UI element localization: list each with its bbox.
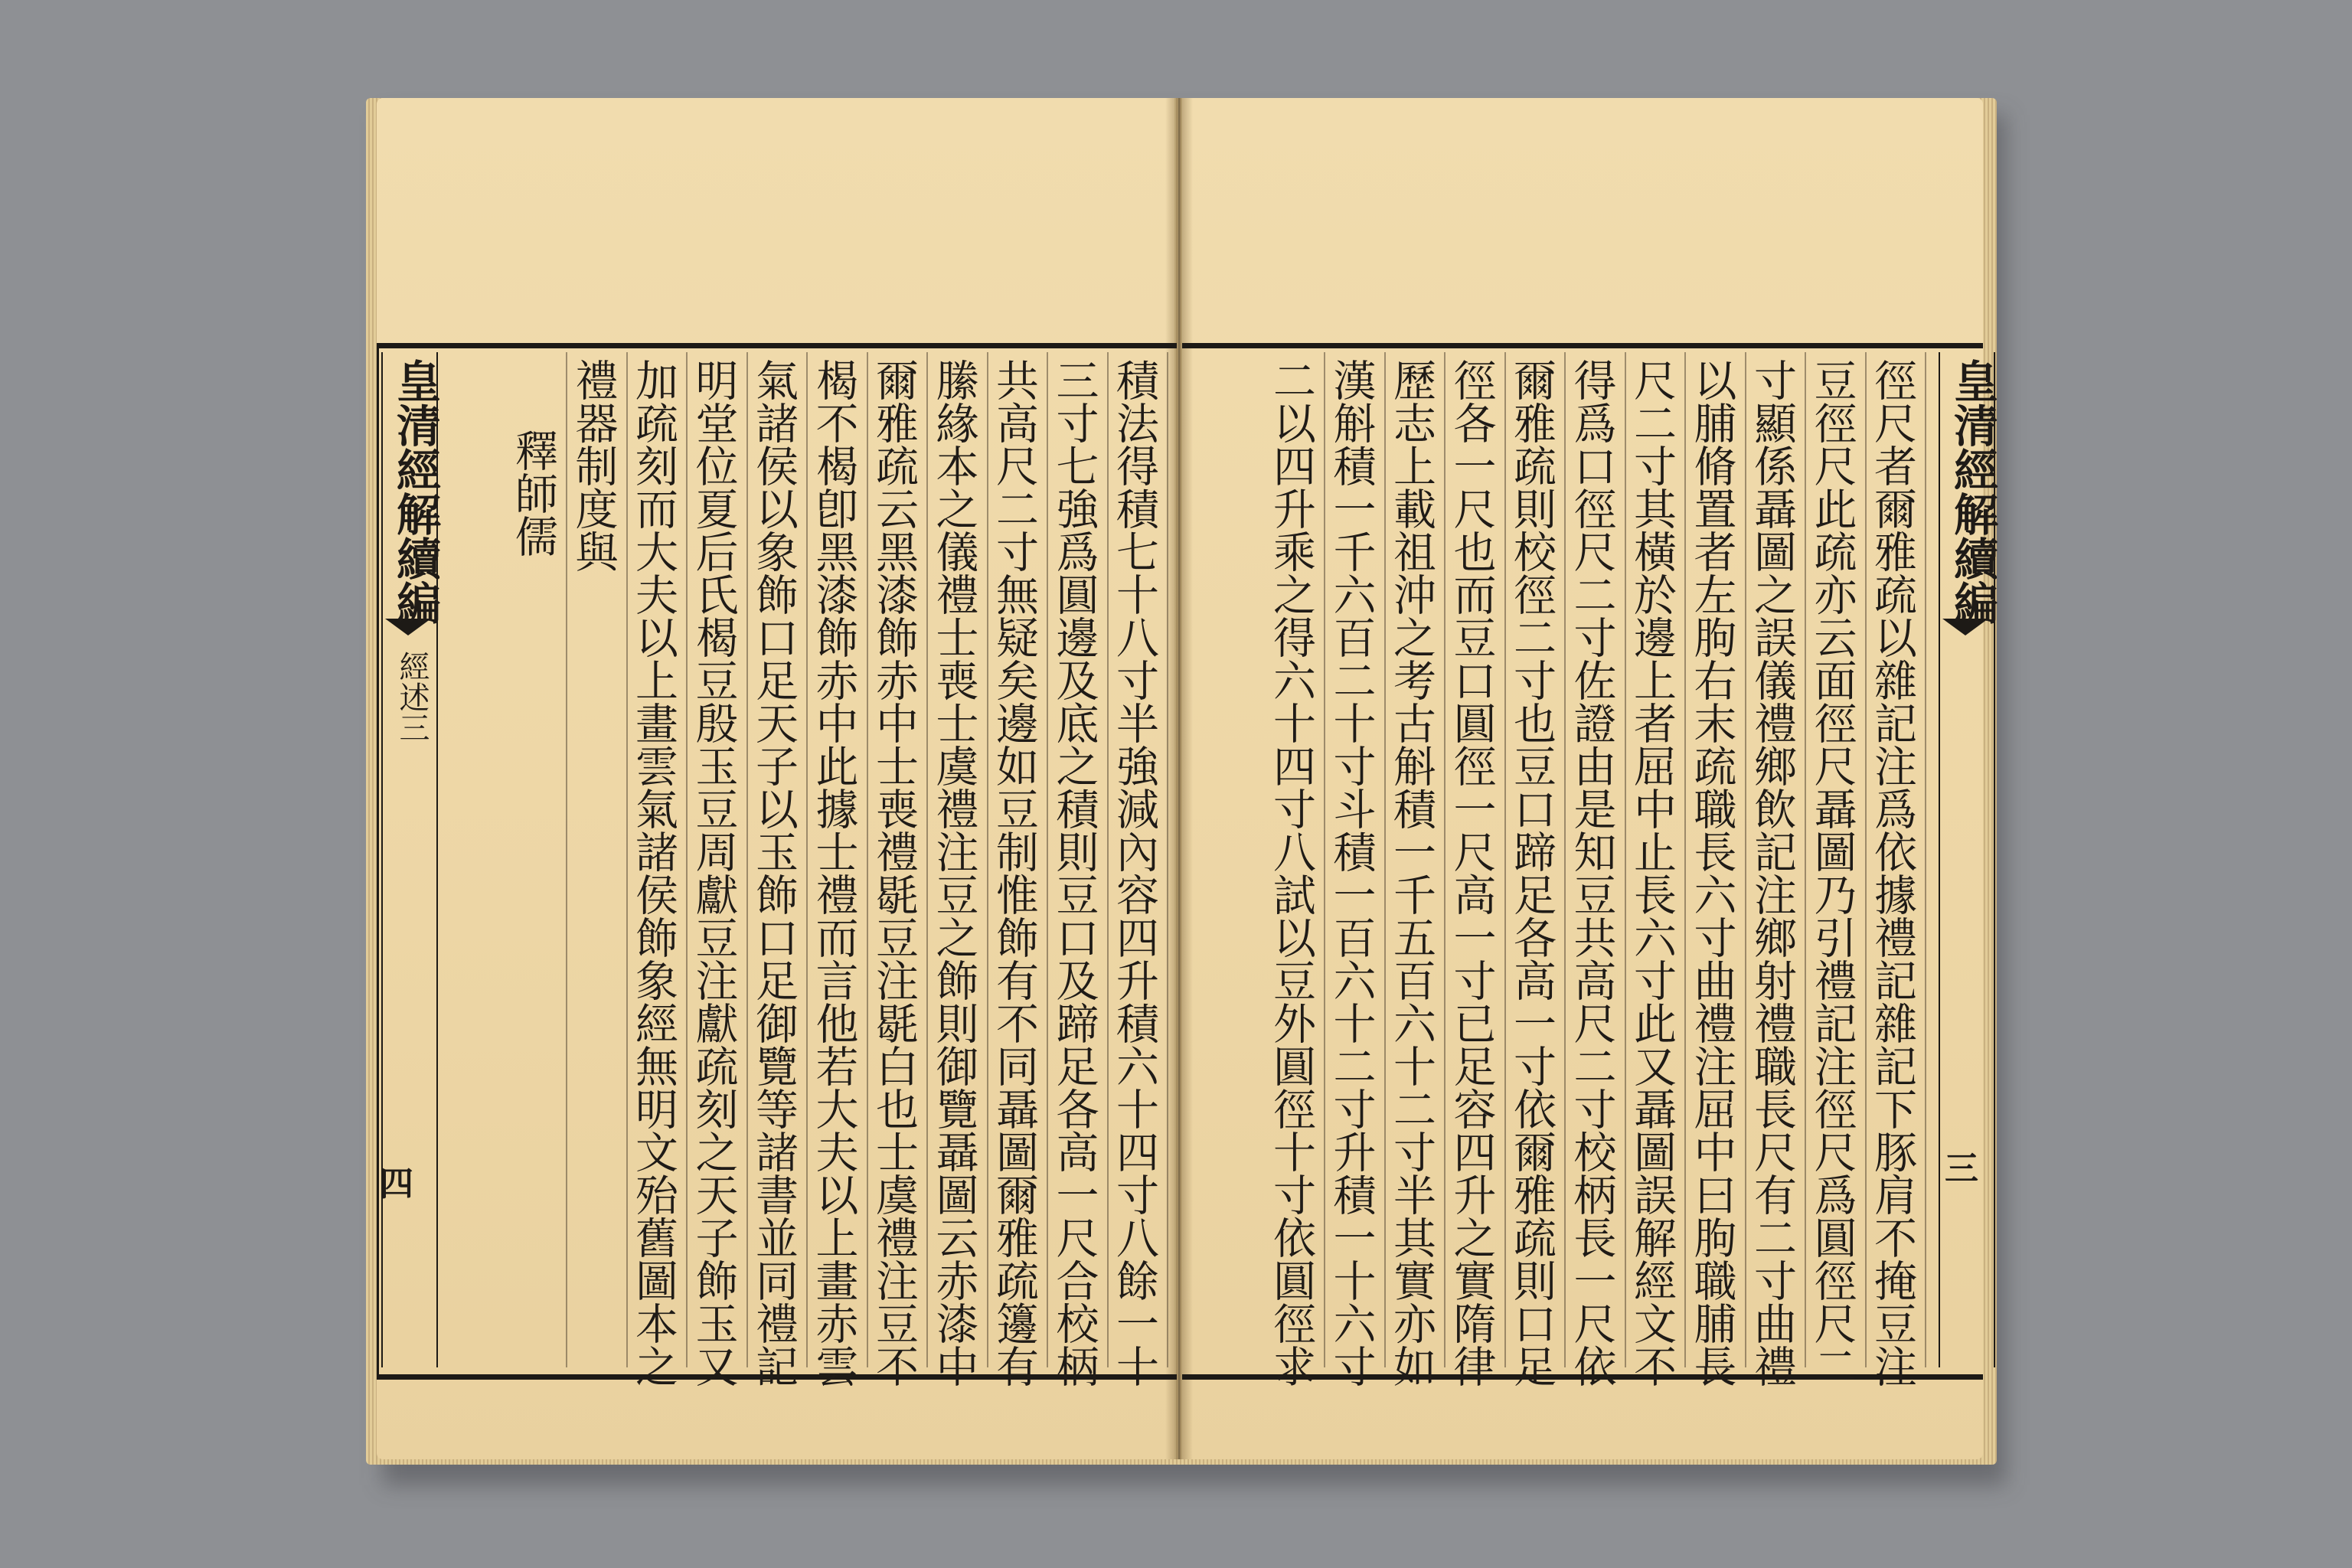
right-column-rule [1564, 352, 1566, 1367]
left-column-rule [1047, 352, 1048, 1367]
right-column-rule [1805, 352, 1806, 1367]
right-column-rule [1865, 352, 1867, 1367]
left-text-column: 縢緣本之儀禮士喪士虞禮注豆之飾則御覽聶圖云赤漆中 [929, 358, 979, 1387]
right-text-column: 得爲口徑尺二寸佐證由是知豆共高尺二寸校柄長一尺依 [1566, 358, 1617, 1387]
left-text-column: 楬不楬卽黑漆飾赤中此據士禮而言他若大夫以上畫赤雲 [808, 358, 859, 1387]
right-text-column: 漢斛積一千六百二十寸斗積一百六十二寸升積一十六寸 [1326, 358, 1377, 1387]
right-column-rule [1444, 352, 1446, 1367]
right-text-column: 歷志上載祖沖之考古斛積一千五百六十二寸半其實亦如 [1387, 358, 1436, 1387]
right-text-column: 以脯脩置者左朐右末疏職長六寸曲禮注屈中曰朐職脯長 [1687, 358, 1737, 1387]
right-page-number: 三 [1945, 1149, 1978, 1188]
left-text-column: 三寸七強爲圓邊及底之積則豆口及蹄足各高一尺合校柄 [1049, 358, 1099, 1387]
left-column-rule [1167, 352, 1168, 1367]
right-column-rule [1925, 352, 1926, 1367]
left-text-column: 爾雅疏云黑漆飾赤中士喪禮毼豆注毼白也士虞禮注豆不 [869, 358, 919, 1387]
left-column-rule [987, 352, 988, 1367]
left-section-label: 經述三 [394, 651, 430, 743]
left-column-rule [926, 352, 928, 1367]
left-text-column: 釋師儒 [508, 429, 558, 557]
right-column-rule [1625, 352, 1626, 1367]
right-running-title: 皇清經解續編 [1946, 358, 1998, 625]
right-text-column: 二以四升乘之得六十四寸八試以豆外圓徑十寸依圓徑求 [1266, 358, 1316, 1387]
left-column-rule [806, 352, 808, 1367]
left-column-rule [626, 352, 628, 1367]
left-text-column: 明堂位夏后氏楬豆殷玉豆周獻豆注獻疏刻之天子飾玉又 [688, 358, 739, 1387]
right-text-column: 寸顯係聶圖之誤儀禮鄉飲記注鄉射禮職長尺有二寸曲禮 [1747, 358, 1797, 1387]
left-text-column: 氣諸侯以象飾口足天子以玉飾口足御覽等諸書並同禮記 [749, 358, 799, 1387]
right-text-column: 徑各一尺也而豆口圓徑一尺高一寸已足容四升之實隋律 [1446, 358, 1497, 1387]
left-text-column: 共高尺二寸無疑矣邊如豆制惟飾有不同聶圖爾雅疏籩有 [989, 358, 1039, 1387]
left-text-column: 加疏刻而大夫以上畫雲氣諸侯飾象經無明文殆舊圖本之 [629, 358, 678, 1387]
left-column-rule [1107, 352, 1109, 1367]
left-column-rule [867, 352, 868, 1367]
left-column-rule [686, 352, 688, 1367]
left-page-number: 四 [380, 1165, 413, 1204]
right-column-rule [1684, 352, 1686, 1367]
right-column-rule [1324, 352, 1325, 1367]
right-column-rule [1384, 352, 1386, 1367]
left-column-rule [566, 352, 567, 1367]
right-text-column: 爾雅疏則校徑二寸也豆口蹄足各高一寸依爾雅疏則口足 [1507, 358, 1557, 1387]
right-column-rule [1745, 352, 1746, 1367]
left-column-rule [746, 352, 748, 1367]
right-text-column: 尺二寸其橫於邊上者屈中止長六寸此又聶圖誤解經文不 [1627, 358, 1677, 1387]
right-text-column: 豆徑尺此疏亦云面徑尺聶圖乃引禮記注徑尺爲圓徑尺二 [1807, 358, 1857, 1387]
left-text-column: 積法得積七十八寸半強減內容四升積六十四寸八餘一十 [1109, 358, 1159, 1387]
right-column-rule [1504, 352, 1506, 1367]
left-running-title: 皇清經解續編 [389, 358, 441, 625]
right-text-column: 徑尺者爾雅疏以雜記注爲依據禮記雜記下豚肩不掩豆注 [1867, 358, 1917, 1387]
left-text-column: 禮器制度與 [568, 358, 619, 573]
